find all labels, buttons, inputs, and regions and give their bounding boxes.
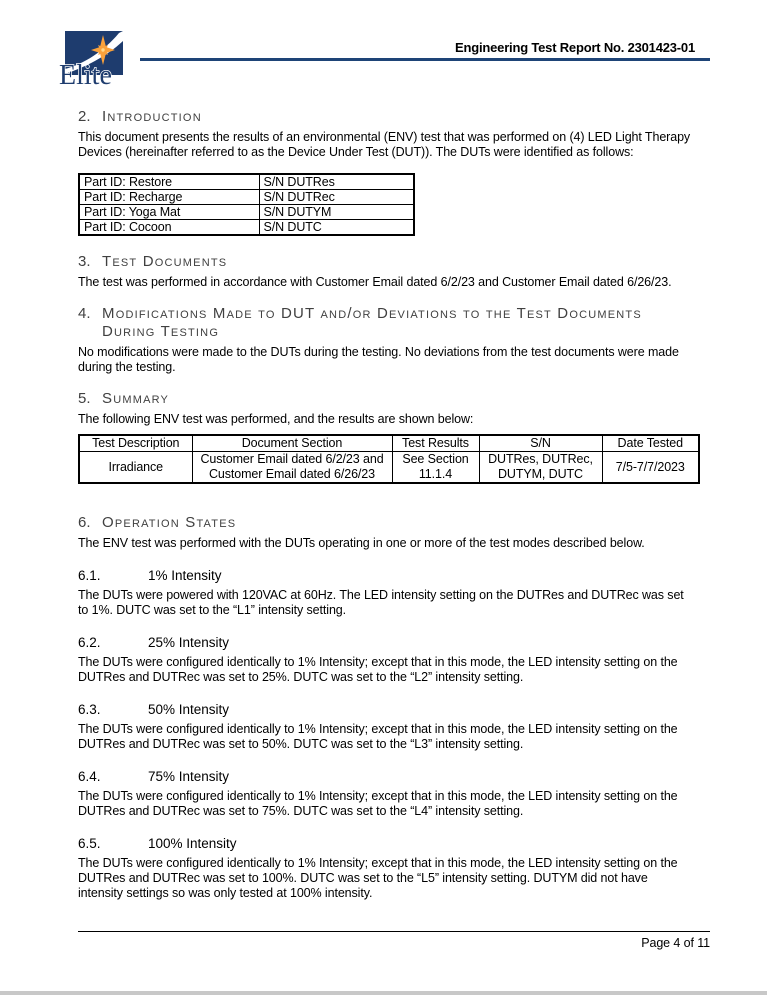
subsection-heading-50pct <box>78 702 695 718</box>
subsection-heading-75pct <box>78 769 695 785</box>
subsection-title: 50% Intensity <box>148 702 230 717</box>
section-heading-summary <box>78 390 695 408</box>
section-title: Summary <box>102 390 170 407</box>
document-content <box>0 108 767 901</box>
subsection-body-75pct: The DUTs were configured identically to 1% Intensity; except that in this mode, the LED intensity setting on the DUTRes and DUTRec was set to 75%. DUTC was set to the “L4” intensity setting. <box>78 789 678 818</box>
summary-results-table <box>78 434 700 484</box>
column-header: Document Section <box>192 435 392 452</box>
column-header: Test Results <box>392 435 479 452</box>
subsection-title: 1% Intensity <box>148 568 222 583</box>
page-number: Page 4 of 11 <box>641 936 710 950</box>
footer-rule <box>78 931 710 932</box>
table-cell: 7/5-7/7/2023 <box>602 452 699 484</box>
subsection-number: 6.2. <box>78 635 101 650</box>
table-cell: S/N DUTRes <box>259 174 414 190</box>
subsection-heading-1pct <box>78 568 695 584</box>
subsection-title: 75% Intensity <box>148 769 230 784</box>
table-cell: DUTRes, DUTRec, DUTYM, DUTC <box>479 452 602 484</box>
subsection-body-1pct: The DUTs were powered with 120VAC at 60Hz. The LED intensity setting on the DUTRes and DUTRec was set to 1%. DUTC was set to the “L1” intensity setting. <box>78 588 684 617</box>
table-row <box>79 174 414 190</box>
table-cell: Customer Email dated 6/2/23 and Customer Email dated 6/26/23 <box>192 452 392 484</box>
section-heading-test-documents <box>78 253 695 271</box>
table-cell: S/N DUTC <box>259 220 414 236</box>
subsection-body-25pct: The DUTs were configured identically to 1% Intensity; except that in this mode, the LED intensity setting on the DUTRes and DUTRec was set to 25%. DUTC was set to the “L2” intensity setting. <box>78 655 678 684</box>
table-row <box>79 205 414 220</box>
section-body-test-documents: The test was performed in accordance with Customer Email dated 6/2/23 and Customer Email dated 6/26/23. <box>78 275 672 289</box>
section-heading-modifications <box>78 305 695 341</box>
section-heading-introduction <box>78 108 695 126</box>
section-number: 2. <box>78 108 91 125</box>
table-row <box>79 452 699 484</box>
table-row <box>79 190 414 205</box>
subsection-number: 6.4. <box>78 769 101 784</box>
table-row <box>79 220 414 236</box>
section-number: 5. <box>78 390 91 407</box>
section-body-modifications: No modifications were made to the DUTs during the testing. No deviations from the test documents were made during the testing. <box>78 345 679 374</box>
section-body-summary: The following ENV test was performed, and the results are shown below: <box>78 412 474 426</box>
section-body-operation-states: The ENV test was performed with the DUTs operating in one or more of the test modes described below. <box>78 536 645 550</box>
table-cell: Part ID: Recharge <box>79 190 259 205</box>
section-number: 6. <box>78 514 91 531</box>
table-cell: Part ID: Cocoon <box>79 220 259 236</box>
table-cell: See Section 11.1.4 <box>392 452 479 484</box>
subsection-number: 6.1. <box>78 568 101 583</box>
section-number: 4. <box>78 305 91 322</box>
table-cell: Irradiance <box>79 452 192 484</box>
logo-text: Elite <box>59 60 112 90</box>
section-heading-operation-states <box>78 514 695 532</box>
subsection-heading-25pct <box>78 635 695 651</box>
header-rule <box>140 58 710 61</box>
section-title: Modifications Made to DUT and/or Deviations to the Test Documents During Testing <box>102 305 642 340</box>
table-cell: Part ID: Restore <box>79 174 259 190</box>
section-body-introduction: This document presents the results of an environmental (ENV) test that was performed on (4) LED Light Therapy Devices (hereinafter referred to as the Device Under Test (DUT)). The DUTs were identified as follows: <box>78 130 691 159</box>
table-cell: S/N DUTYM <box>259 205 414 220</box>
subsection-body-50pct: The DUTs were configured identically to 1% Intensity; except that in this mode, the LED intensity setting on the DUTRes and DUTRec was set to 50%. DUTC was set to the “L3” intensity setting. <box>78 722 678 751</box>
subsection-heading-100pct <box>78 836 695 852</box>
subsection-title: 100% Intensity <box>148 836 237 851</box>
subsection-title: 25% Intensity <box>148 635 230 650</box>
page-header <box>0 0 767 100</box>
section-title: Operation States <box>102 514 237 531</box>
bottom-edge-strip <box>0 991 767 995</box>
column-header: Date Tested <box>602 435 699 452</box>
subsection-body-100pct: The DUTs were configured identically to 1% Intensity; except that in this mode, the LED intensity setting on the DUTRes and DUTRec was set to 100%. DUTC was set to the “L5” intensity setting. DUTYM did not have intensity settings so was only tested at 100% intensity. <box>78 856 678 900</box>
section-title: Introduction <box>102 108 202 125</box>
table-cell: Part ID: Yoga Mat <box>79 205 259 220</box>
report-title: Engineering Test Report No. 2301423-01 <box>455 40 695 55</box>
column-header: Test Description <box>79 435 192 452</box>
table-header-row <box>79 435 699 452</box>
section-title: Test Documents <box>102 253 228 270</box>
elite-logo <box>58 24 128 90</box>
column-header: S/N <box>479 435 602 452</box>
section-number: 3. <box>78 253 91 270</box>
subsection-number: 6.3. <box>78 702 101 717</box>
table-cell: S/N DUTRec <box>259 190 414 205</box>
dut-id-table <box>78 173 415 236</box>
subsection-number: 6.5. <box>78 836 101 851</box>
